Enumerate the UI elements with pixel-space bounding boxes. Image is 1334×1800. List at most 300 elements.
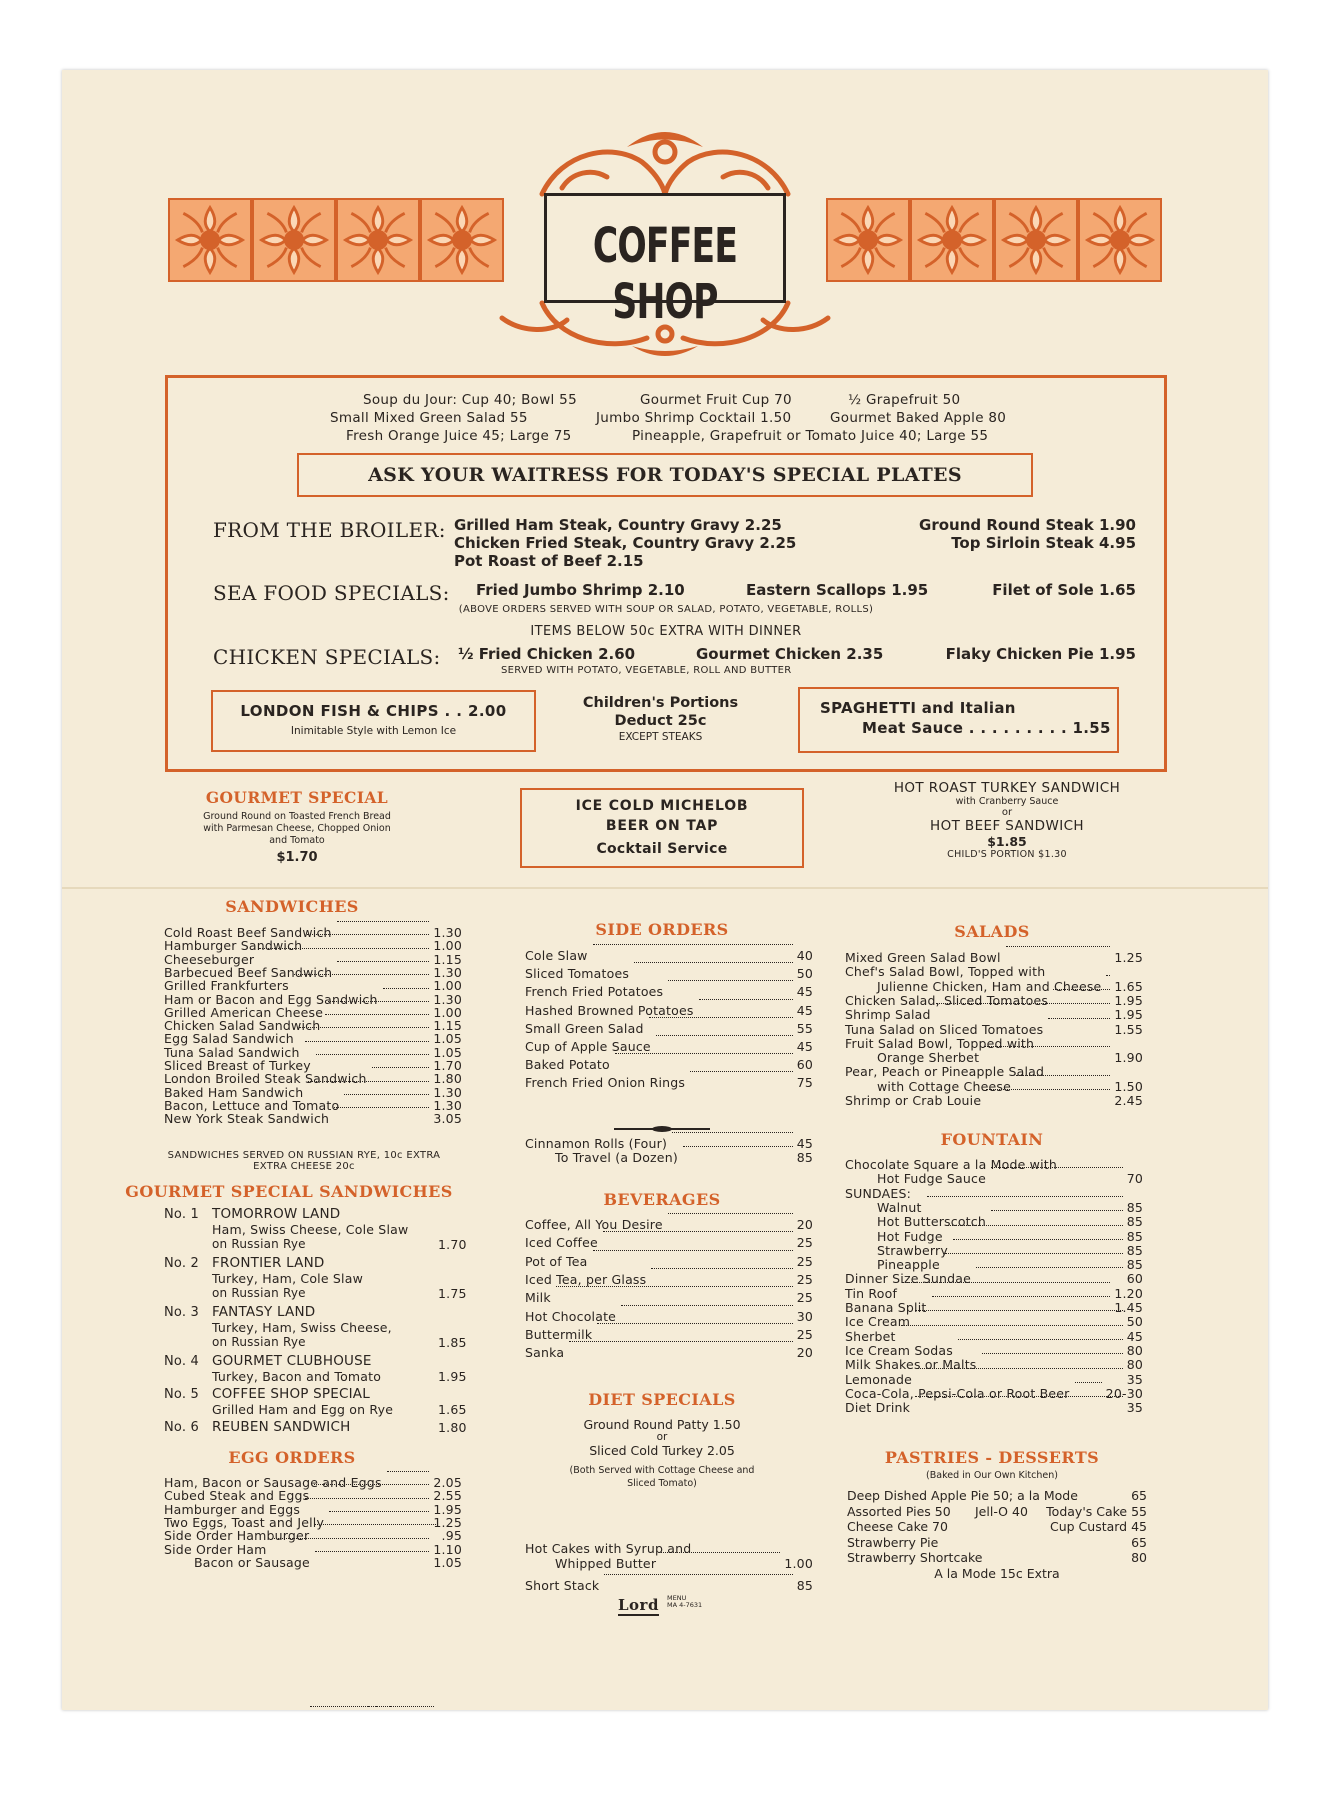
item-name: Sliced Tomatoes [525, 966, 630, 982]
item-price: 80 [1126, 1342, 1143, 1358]
leader-dots [986, 1089, 1110, 1090]
page-title: COFFEE SHOP [592, 218, 738, 330]
leader-dots [991, 1210, 1123, 1211]
pastry-item: Assorted Pies 50 [847, 1503, 951, 1519]
gourmet-number: No. 3 [164, 1305, 199, 1320]
item-price: 85 [1126, 1228, 1143, 1244]
chicken-item: Gourmet Chicken 2.35 [696, 645, 884, 663]
item-price: 85 [796, 1578, 813, 1593]
leader-dots [932, 1296, 1110, 1297]
item-price: 1.95 [433, 1501, 462, 1517]
gourmet-desc: Turkey, Bacon and Tomato [212, 1369, 382, 1384]
beer-box [520, 788, 804, 868]
ornament-tile [336, 198, 420, 282]
gourmet-special-price: $1.70 [276, 850, 318, 865]
item-price: 20 [796, 1345, 813, 1361]
title-frame [544, 193, 786, 330]
leader-dots [372, 1067, 429, 1068]
item-price: 1.30 [433, 1097, 462, 1113]
item-price: 1.00 [784, 1556, 813, 1571]
item-price: 1.95 [1114, 1007, 1143, 1023]
pastry-item: Deep Dished Apple Pie 50; a la Mode [847, 1488, 1078, 1503]
item-name: Pot of Tea [525, 1253, 588, 1269]
item-name: Barbecued Beef Sandwich [164, 964, 333, 980]
beer-line: BEER ON TAP [605, 818, 719, 834]
item-price: 85 [1126, 1242, 1143, 1258]
diet-line: Ground Round Patty 1.50 [583, 1417, 741, 1432]
hot-sandwich-price: $1.85 [987, 834, 1027, 849]
pastry-row [847, 1535, 1147, 1551]
item-name: French Fried Onion Rings [525, 1075, 686, 1091]
item-price: 35 [1126, 1371, 1143, 1387]
gourmet-desc: Turkey, Ham, Swiss Cheese, [212, 1320, 392, 1335]
cranberry: with Cranberry Sauce [955, 796, 1059, 807]
sandwiches-title: SANDWICHES [225, 897, 359, 916]
item-name: Hot Fudge Sauce [877, 1171, 986, 1187]
item-price: 1.30 [433, 1084, 462, 1100]
item-price: 1.00 [433, 938, 462, 954]
leader-dots [690, 1071, 793, 1072]
pastry-note: A la Mode 15c Extra [934, 1565, 1060, 1581]
gourmet-special [182, 788, 412, 865]
leader-dots [699, 999, 793, 1000]
appetizer-juices: Pineapple, Grapefruit or Tomato Juice 40; Large 55 [632, 428, 989, 444]
chicken-pre-note: ITEMS BELOW 50c EXTRA WITH DINNER [530, 624, 802, 639]
item-price: 1.55 [1114, 1021, 1143, 1037]
gourmet-special-title: GOURMET SPECIAL [205, 788, 389, 807]
item-name: Whipped Butter [555, 1556, 657, 1571]
item-price: 1.50 [1114, 1078, 1143, 1094]
leader-dots [915, 1310, 1123, 1311]
item-name: Pineapple [877, 1257, 940, 1273]
gourmet-name: FANTASY LAND [212, 1304, 316, 1320]
desc-line: with Parmesan Cheese, Chopped Onion [203, 823, 391, 834]
leader-dots [569, 1341, 793, 1342]
appetizer-green-salad: Small Mixed Green Salad 55 [330, 410, 528, 426]
seafood-item: Fried Jumbo Shrimp 2.10 [476, 581, 685, 599]
pastry-price: 65 [1131, 1488, 1147, 1503]
leader-dots [668, 980, 793, 981]
item-name: Hamburger and Eggs [164, 1501, 301, 1517]
broiler-item: Chicken Fried Steak, Country Gravy 2.25 [454, 534, 797, 552]
or-text: or [1001, 807, 1013, 818]
item-name: New York Steak Sandwich [164, 1111, 330, 1127]
item-name: Cinnamon Rolls (Four) [525, 1136, 668, 1151]
hot-sandwich [862, 780, 1152, 860]
item-name: Julienne Chicken, Ham and Cheese [877, 978, 1102, 994]
item-price: 1.15 [433, 951, 462, 967]
item-name: Shrimp Salad [845, 1007, 931, 1023]
gourmet-price: 1.85 [438, 1335, 467, 1350]
desc-line: Ground Round on Toasted French Bread [203, 811, 391, 822]
item-price: 1.90 [1114, 1050, 1143, 1066]
item-price: 85 [1126, 1214, 1143, 1230]
broiler-item: Grilled Ham Steak, Country Gravy 2.25 [454, 516, 782, 534]
item-name: Coca-Cola, Pepsi-Cola or Root Beer [845, 1385, 1070, 1401]
appetizer-grapefruit: ½ Grapefruit 50 [848, 392, 961, 408]
pastry-item: Jell-O 40 [975, 1503, 1028, 1519]
leader-dots [649, 1017, 793, 1018]
leader-dots [328, 1001, 429, 1002]
item-price: 45 [796, 1002, 813, 1018]
diet-or: or [656, 1431, 668, 1443]
item-price: 1.15 [433, 1018, 462, 1034]
hot-beef: HOT BEEF SANDWICH [930, 818, 1084, 834]
gourmet-special-desc [182, 811, 412, 847]
pastries-sub: (Baked in Our Own Kitchen) [926, 1470, 1058, 1481]
leader-dots [329, 1511, 429, 1512]
item-price: 45 [796, 1039, 813, 1054]
item-price: 1.80 [433, 1071, 462, 1087]
leader-dots [315, 1551, 429, 1552]
fountain-title: FOUNTAIN [940, 1130, 1044, 1149]
gourmet-name: TOMORROW LAND [212, 1206, 341, 1222]
appetizer-soup: Soup du Jour: Cup 40; Bowl 55 [363, 392, 577, 408]
item-price: 1.95 [1114, 992, 1143, 1008]
item-name: Hot Chocolate [525, 1308, 617, 1324]
item-price: 1.25 [433, 1514, 462, 1530]
pastry-row [847, 1550, 1147, 1566]
item-name: Mixed Green Salad Bowl [845, 950, 1001, 965]
leader-dots [603, 1231, 793, 1232]
item-name: Cubed Steak and Eggs [164, 1488, 310, 1504]
item-name: Side Order Ham [164, 1541, 267, 1557]
item-name: Sherbet [845, 1328, 896, 1344]
item-name: Bacon or Sausage [194, 1554, 310, 1570]
item-price: 1.05 [433, 1044, 462, 1060]
ornament-tile [910, 198, 994, 282]
diet-note: (Both Served with Cottage Cheese and [569, 1465, 755, 1476]
item-name: Tuna Salad on Sliced Tomatoes [845, 1021, 1044, 1037]
item-price: 60 [1126, 1271, 1143, 1287]
item-name: Hamburger Sandwich [164, 938, 303, 954]
cocktail-service: Cocktail Service [596, 841, 728, 857]
fish-chips-box [211, 690, 536, 752]
item-name: Ice Cream [845, 1314, 911, 1330]
gourmet-number: No. 4 [164, 1354, 199, 1369]
item-price: 1.30 [433, 991, 462, 1007]
leader-dots [593, 944, 793, 945]
item-name: Cole Slaw [525, 948, 588, 963]
leader-dots [976, 1267, 1123, 1268]
item-price: 1.45 [1114, 1300, 1143, 1315]
item-price: 35 [1126, 1400, 1143, 1416]
leader-dots [927, 1196, 1123, 1197]
chicken-note: SERVED WITH POTATO, VEGETABLE, ROLL AND BUTTER [501, 665, 792, 676]
diet-note: Sliced Tomato) [627, 1478, 697, 1489]
children-line: Children's Portions [582, 695, 739, 711]
leader-dots [308, 1081, 429, 1082]
item-name: Sliced Breast of Turkey [164, 1058, 311, 1073]
gourmet-desc: on Russian Rye [212, 1286, 306, 1300]
item-name: SUNDAES: [845, 1185, 912, 1201]
specials-box [165, 375, 1167, 772]
ornament-tile [826, 198, 910, 282]
leader-dots [634, 962, 793, 963]
item-price: 25 [796, 1253, 813, 1269]
note-line: EXTRA CHEESE 20c [253, 1161, 355, 1172]
leader-dots [299, 1027, 429, 1028]
item-price: 2.45 [1114, 1093, 1143, 1108]
item-name: Strawberry [877, 1242, 948, 1258]
item-name: Grilled American Cheese [164, 1004, 324, 1020]
item-price: 1.30 [433, 964, 462, 980]
gourmet-desc: on Russian Rye [212, 1335, 306, 1349]
item-name: Hot Butterscotch [877, 1214, 986, 1230]
leader-dots [656, 1035, 793, 1036]
chicken-label: CHICKEN SPECIALS: [213, 645, 441, 669]
leader-dots [953, 1239, 1123, 1240]
leader-dots [902, 1282, 1110, 1283]
gourmet-name: GOURMET CLUBHOUSE [212, 1353, 372, 1369]
item-price: 30 [796, 1308, 813, 1324]
chicken-item: ½ Fried Chicken 2.60 [458, 645, 636, 663]
children-portions [553, 694, 768, 744]
leader-dots [991, 1167, 1123, 1168]
item-price: 20 [796, 1217, 813, 1232]
item-name: Ham, Bacon or Sausage and Eggs [164, 1475, 382, 1490]
item-price: 85 [1126, 1257, 1143, 1273]
gourmet-desc: on Russian Rye [212, 1237, 306, 1251]
item-price: 1.00 [433, 1004, 462, 1020]
item-price: 50 [1126, 1314, 1143, 1330]
leader-dots [1075, 1382, 1102, 1383]
leader-dots [1106, 975, 1110, 976]
item-price: 2.05 [433, 1475, 462, 1490]
item-price: 1.10 [433, 1541, 462, 1557]
item-price: .95 [441, 1528, 462, 1544]
item-name: Dinner Size Sundae [845, 1271, 972, 1287]
item-name: Ice Cream Sodas [845, 1342, 954, 1358]
item-name: To Travel (a Dozen) [555, 1150, 678, 1165]
item-price: 25 [796, 1326, 813, 1342]
ornament-tile [994, 198, 1078, 282]
item-price: 60 [796, 1057, 813, 1073]
top-scroll-ornament [442, 122, 888, 202]
item-price: 75 [796, 1075, 813, 1091]
leader-dots [621, 1305, 793, 1306]
broiler-steak: Top Sirloin Steak 4.95 [951, 534, 1136, 552]
item-name: Sanka [525, 1345, 565, 1361]
item-name: Milk Shakes or Malts [845, 1357, 977, 1373]
pastry-price: 80 [1131, 1550, 1147, 1565]
spaghetti-line: SPAGHETTI and Italian [820, 699, 1016, 717]
leader-dots [668, 1213, 793, 1214]
seafood-note: (ABOVE ORDERS SERVED WITH SOUP OR SALAD, POTATO, VEGETABLE, ROLLS) [458, 604, 874, 615]
item-name: Iced Tea, per Glass [525, 1271, 647, 1287]
item-name: Chicken Salad, Sliced Tomatoes [845, 992, 1049, 1008]
leader-dots [325, 1014, 429, 1015]
item-name: Iced Coffee [525, 1235, 598, 1251]
special-plates-text: ASK YOUR WAITRESS FOR TODAY'S SPECIAL PLATES [368, 464, 962, 486]
gourmet-number: No. 6 [164, 1420, 199, 1435]
item-name: Chocolate Square a la Mode with [845, 1157, 1057, 1172]
leader-dots [314, 1484, 429, 1485]
item-price: 70 [1126, 1171, 1143, 1187]
item-name: Grilled Frankfurters [164, 978, 289, 994]
pastry-row [847, 1519, 1147, 1535]
chicken-item: Flaky Chicken Pie 1.95 [945, 645, 1136, 663]
appetizer-shrimp-cocktail: Jumbo Shrimp Cocktail 1.50 [596, 410, 792, 426]
item-price: 1.65 [1114, 978, 1143, 994]
child-portion: CHILD'S PORTION $1.30 [947, 849, 1067, 860]
gourmet-desc: Grilled Ham and Egg on Rye [212, 1402, 394, 1417]
hot-turkey: HOT ROAST TURKEY SANDWICH [893, 780, 1121, 796]
broiler-label: FROM THE BROILER: [213, 518, 446, 542]
spaghetti-line: Meat Sauce . . . . . . . . . 1.55 [862, 719, 1111, 737]
children-line: Deduct 25c [614, 713, 707, 729]
item-name: Two Eggs, Toast and Jelly [164, 1514, 325, 1530]
item-name: Shrimp or Crab Louie [845, 1093, 982, 1108]
item-name: Baked Ham Sandwich [164, 1084, 304, 1100]
item-price: 55 [796, 1020, 813, 1036]
leader-dots [305, 1041, 429, 1042]
appetizer-orange-juice: Fresh Orange Juice 45; Large 75 [346, 428, 572, 444]
item-price: 40 [796, 948, 813, 963]
pastry-row [847, 1488, 1147, 1504]
gourmet-price: 1.75 [438, 1286, 467, 1301]
desc-line: and Tomato [269, 835, 325, 846]
fish-chips-sub: Inimitable Style with Lemon Ice [290, 725, 457, 737]
leader-dots [958, 1339, 1123, 1340]
leader-dots [683, 1146, 793, 1147]
broiler-steak: Ground Round Steak 1.90 [919, 516, 1136, 534]
salads-title: SALADS [954, 922, 1030, 941]
item-name: Cup of Apple Sauce [525, 1039, 651, 1054]
leader-dots [1006, 946, 1110, 947]
leader-dots [344, 1094, 429, 1095]
diet-line: Sliced Cold Turkey 2.05 [589, 1443, 735, 1458]
leader-dots [901, 1325, 1123, 1326]
item-name: Hot Fudge [877, 1228, 943, 1244]
leader-dots [917, 1368, 1123, 1369]
item-price: 25 [796, 1235, 813, 1251]
beer-text [522, 796, 802, 859]
leader-dots [337, 921, 429, 922]
item-price: 85 [796, 1150, 813, 1165]
leader-dots [316, 1054, 429, 1055]
item-name: Pear, Peach or Pineapple Salad [845, 1064, 1045, 1080]
pastry-item: Cheese Cake 70 [847, 1519, 948, 1534]
leader-dots [387, 1471, 429, 1472]
item-price: 45 [796, 984, 813, 1000]
spaghetti-box [798, 687, 1119, 753]
broiler-items [454, 516, 796, 570]
item-name: Diet Drink [845, 1400, 911, 1416]
item-price: 25 [796, 1290, 813, 1306]
gourmet-desc: Turkey, Ham, Cole Slaw [212, 1271, 364, 1286]
leader-dots [936, 1003, 1110, 1004]
item-name: Short Stack [525, 1578, 600, 1593]
appetizer-fruit-cup: Gourmet Fruit Cup 70 [640, 392, 792, 408]
item-name: Cold Roast Beef Sandwich [164, 925, 332, 940]
leader-dots [314, 1524, 438, 1525]
item-price: 1.30 [433, 925, 462, 940]
note-line: SANDWICHES SERVED ON RUSSIAN RYE, 10c EXTRA [167, 1150, 441, 1161]
ornament-tile [168, 198, 252, 282]
leader-dots [661, 1552, 780, 1553]
beverages-title: BEVERAGES [603, 1190, 721, 1209]
item-price: 80 [1126, 1357, 1143, 1373]
item-name: Egg Salad Sandwich [164, 1031, 294, 1047]
ornament-tile [252, 198, 336, 282]
gourmet-sandwiches-title: GOURMET SPECIAL SANDWICHES [125, 1182, 453, 1201]
item-price: 45 [796, 1136, 813, 1151]
pastry-item: Strawberry Pie [847, 1534, 939, 1550]
leader-dots [984, 1046, 1110, 1047]
item-name: Fruit Salad Bowl, Topped with [845, 1035, 1035, 1051]
side-orders-title: SIDE ORDERS [595, 920, 729, 939]
gourmet-name: COFFEE SHOP SPECIAL [212, 1386, 370, 1402]
broiler-steaks [919, 516, 1136, 552]
item-name: Baked Potato [525, 1057, 610, 1073]
item-name: Banana Split [845, 1300, 927, 1315]
gourmet-price: 1.80 [438, 1420, 467, 1435]
item-name: London Broiled Steak Sandwich [164, 1071, 367, 1087]
gourmet-name: REUBEN SANDWICH [212, 1419, 351, 1435]
leader-dots [982, 1353, 1123, 1354]
pastry-price: 65 [1131, 1534, 1147, 1550]
item-price: 1.70 [433, 1058, 462, 1073]
gourmet-desc: Ham, Swiss Cheese, Cole Slaw [212, 1222, 409, 1237]
item-price: 2.55 [433, 1488, 462, 1504]
item-price: 1.05 [433, 1554, 462, 1570]
ornament-tile [1078, 198, 1162, 282]
leader-dots [337, 961, 429, 962]
gourmet-price: 1.95 [438, 1369, 467, 1384]
item-name: Coffee, All You Desire [525, 1217, 663, 1232]
egg-orders-title: EGG ORDERS [228, 1448, 356, 1467]
menu-page [62, 70, 1268, 1710]
gourmet-price: 1.70 [438, 1237, 467, 1252]
item-price: 20-30 [1105, 1385, 1143, 1401]
divider-ornament [614, 1124, 710, 1134]
leader-dots [305, 1498, 429, 1499]
leader-dots [615, 1053, 793, 1054]
appetizer-baked-apple: Gourmet Baked Apple 80 [830, 410, 1007, 426]
gourmet-price: 1.65 [438, 1402, 467, 1417]
item-name: French Fried Potatoes [525, 984, 664, 1000]
seafood-item: Filet of Sole 1.65 [992, 581, 1136, 599]
fish-chips-title: LONDON FISH & CHIPS . . 2.00 [240, 702, 507, 720]
leader-dots [334, 1107, 429, 1108]
leader-dots [915, 1396, 1123, 1397]
item-price: 85 [1126, 1199, 1143, 1215]
gourmet-name: FRONTIER LAND [212, 1255, 325, 1271]
item-name: Hashed Browned Potatoes [525, 1002, 694, 1018]
leader-dots [1048, 1018, 1110, 1019]
leader-dots [1053, 989, 1110, 990]
broiler-item: Pot Roast of Beef 2.15 [454, 552, 644, 570]
item-name: Hot Cakes with Syrup and [525, 1541, 692, 1556]
gourmet-number: No. 1 [164, 1207, 199, 1222]
sandwiches-note [144, 1150, 464, 1172]
leader-dots [593, 1250, 793, 1251]
leader-dots [259, 948, 429, 949]
pastry-item: Today's Cake 55 [1046, 1503, 1147, 1519]
gourmet-number: No. 2 [164, 1256, 199, 1271]
leader-dots [556, 1286, 793, 1287]
pastry-item: Strawberry Shortcake [847, 1550, 983, 1565]
leader-dots [948, 1225, 1123, 1226]
item-name: Tuna Salad Sandwich [164, 1044, 300, 1060]
item-name: Lemonade [845, 1371, 913, 1387]
leader-dots [307, 934, 429, 935]
item-price: 1.05 [433, 1031, 462, 1047]
printer-tag: MENU [667, 1594, 687, 1602]
item-name: Bacon, Lettuce and Tomato [164, 1097, 340, 1113]
pastry-row [847, 1504, 1147, 1520]
